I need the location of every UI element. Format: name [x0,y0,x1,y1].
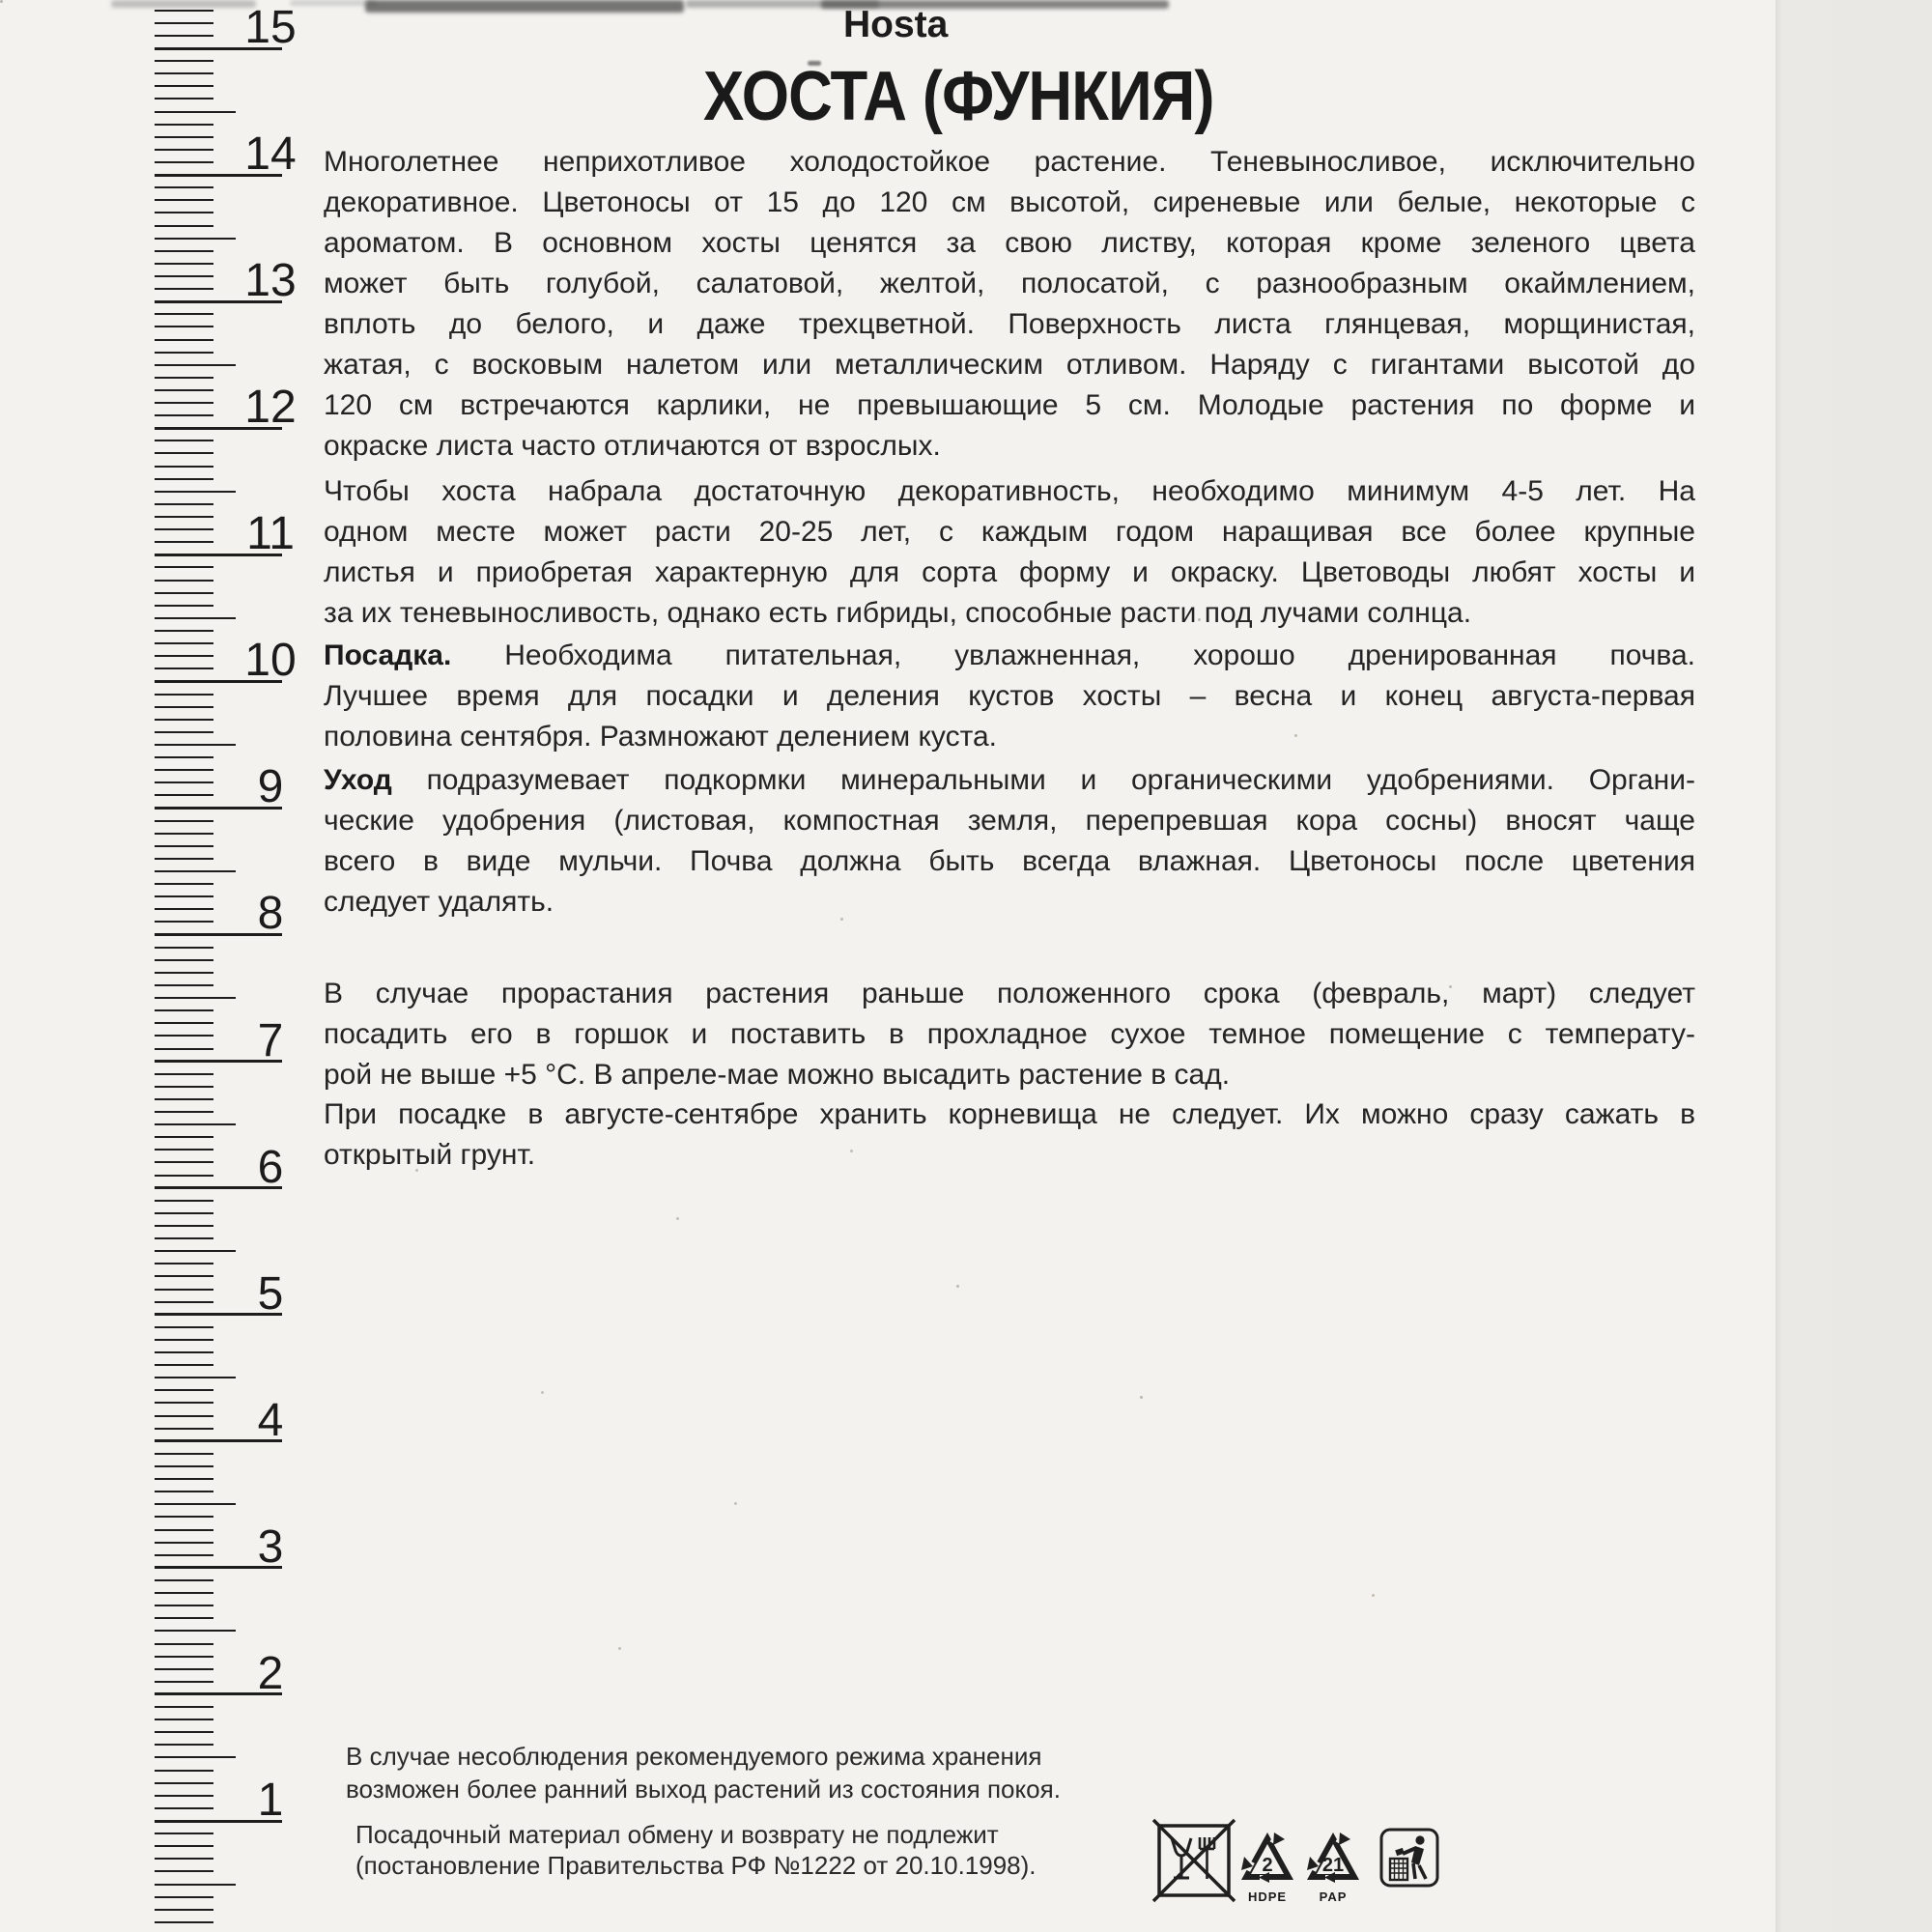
ruler-tick [155,642,213,644]
text-line: Посадка. Необходима питательная, увлажненная, хорошо дренированная почва. [324,639,1695,671]
ruler-tick [155,491,236,493]
ruler-tick [155,364,236,366]
ruler-tick [155,744,236,746]
resin-code: 21 [1321,1855,1345,1876]
ruler-tick [155,1845,213,1847]
material-label: PAP [1319,1889,1348,1904]
ruler-tick [155,1275,213,1277]
ruler-tick [155,1681,213,1683]
ruler-number: 8 [257,888,284,939]
ruler-tick [155,756,213,758]
ruler-tick [155,212,213,213]
ruler-tick [155,1364,213,1366]
ruler-tick [155,845,213,847]
ruler-tick [155,275,213,277]
ruler-tick [155,402,213,404]
ruler-tick [155,72,213,74]
ruler-tick [155,1098,213,1100]
text-line: всего в виде мульчи. Почва должна быть всегда влажная. Цветоносы после цветения [324,845,1695,877]
ruler-tick [155,1389,213,1391]
ruler-tick [155,452,213,454]
ruler-tick [155,377,213,379]
ruler-tick [155,1263,213,1264]
ruler-tick [155,528,213,530]
ruler-number: 2 [257,1648,284,1699]
ruler-tick [155,389,213,391]
ruler-number: 1 [257,1775,284,1826]
not-food-safe-icon [1151,1818,1236,1908]
ruler-tick [155,630,213,632]
ruler-tick [155,1225,213,1227]
ruler-tick [155,655,213,657]
ruler-tick [155,1870,213,1872]
ruler-tick [155,503,213,505]
ruler-tick [155,1111,213,1113]
ruler-number: 5 [257,1268,284,1320]
ruler-tick [155,466,213,468]
ruler-tick [155,1149,213,1151]
ruler-tick [155,858,213,860]
tidyman-icon [1379,1828,1439,1892]
ruler-tick [155,85,213,87]
ruler-tick [155,35,213,37]
ruler-tick [155,908,213,910]
ruler-number: 7 [257,1015,284,1066]
ruler-tick [155,592,213,594]
legal-note [355,1819,1037,1881]
scan-smudge [365,0,684,13]
ruler-tick [155,1579,213,1581]
ruler-tick [155,516,213,518]
ruler-tick [155,605,213,607]
scan-speckles [0,0,3,3]
ruler-tick [155,1706,213,1708]
ruler-tick [155,1529,213,1531]
ruler-tick [155,1795,213,1797]
ruler-tick [155,1478,213,1480]
ruler-tick [155,1744,213,1746]
resin-code: 2 [1262,1855,1273,1876]
scanner-edge-band [1776,0,1932,1932]
ruler-tick [155,959,213,961]
ruler-tick [155,580,213,582]
ruler-tick [155,706,213,708]
ruler-tick [155,972,213,974]
text-line: может быть голубой, салатовой, желтой, полосатой, с разнообразным окаймлением, [324,268,1695,299]
ruler-tick [155,1756,236,1758]
ruler-tick [155,1719,213,1720]
ruler-tick [155,781,213,783]
ruler-tick [155,288,213,290]
ruler-tick [155,617,236,619]
text-line: Лучшее время для посадки и деления кустов хосты – весна и конец августа-первая [324,680,1695,712]
ruler-tick [155,326,213,327]
ruler-tick [155,694,213,696]
scan-smudge [290,0,377,6]
ruler-tick [155,1048,213,1050]
ruler-number: 9 [257,761,284,812]
ruler-tick [155,1326,213,1328]
ruler-tick [155,883,213,885]
ruler-tick [155,1161,213,1163]
ruler-tick [155,1022,213,1024]
ruler-tick [155,1770,213,1772]
ruler-tick [155,478,213,480]
material-label: HDPE [1247,1889,1288,1904]
ruler-tick [155,10,213,12]
ruler-tick [155,769,213,771]
ruler-tick [155,1884,236,1886]
ruler-tick [155,199,213,201]
text-line: Чтобы хоста набрала достаточную декоративность, необходимо минимум 4-5 лет. На [324,475,1695,507]
latin-title: Hosta [843,4,949,45]
ruler-tick [155,1212,213,1214]
ruler-tick [155,1073,213,1075]
ruler-tick [155,1731,213,1733]
ruler-tick [155,1237,213,1239]
paragraph [324,760,1695,923]
ruler-tick [155,895,213,897]
ruler-tick [155,186,213,188]
ruler-tick [155,1453,213,1455]
ruler-tick [155,1339,213,1341]
ruler-tick [155,149,213,151]
ruler-tick [155,339,213,341]
ruler-tick [155,1896,213,1898]
text-line: (постановление Правительства РФ №1222 от 20.10.1998). [355,1851,1037,1880]
page-title: ХОСТА (ФУНКИЯ) [703,58,1214,135]
text-line: Многолетнее неприхотливое холодостойкое растение. Теневыносливое, исключительно [324,146,1695,178]
ruler-tick [155,1465,213,1467]
ruler-tick [155,1617,213,1619]
ruler-tick [155,1123,236,1125]
text-line: декоративное. Цветоносы от 15 до 120 см высотой, сиреневые или белые, некоторые с [324,186,1695,218]
ruler-tick [155,124,213,126]
ruler-tick [155,1402,213,1404]
ruler-tick [155,440,213,441]
ruler-tick [155,1035,213,1037]
ruler-tick [155,1630,236,1632]
ruler-tick [155,1807,213,1809]
ruler-tick [155,161,213,163]
text-line: за их теневыносливость, однако есть гибриды, способные расти под лучами солнца. [324,597,1472,629]
text-line: возможен более ранний выход растений из состояния покоя. [346,1775,1061,1804]
ruler-tick [155,22,213,24]
ruler-tick [155,250,213,252]
text-line: рой не выше +5 °С. В апреле-мае можно высадить растение в сад. [324,1059,1231,1091]
ruler-tick [155,98,213,99]
paragraph [324,142,1695,467]
ruler-tick [155,1542,213,1544]
ruler-tick [155,1782,213,1784]
ruler-number: 3 [257,1521,284,1573]
ruler-tick [155,1554,213,1556]
ruler-tick [155,1351,213,1353]
text-line: жатая, с восковым налетом или металлическим отливом. Наряду с гигантами высотой до [324,349,1695,381]
text-line: вплоть до белого, и даже трехцветной. Поверхность листа глянцевая, морщинистая, [324,308,1695,340]
ruler-number: 13 [244,255,297,306]
text-line: листья и приобретая характерную для сорта форму и окраску. Цветоводы любят хосты и [324,556,1695,588]
ruler-tick [155,947,213,949]
ruler-tick [155,541,213,543]
ruler-tick [155,820,213,822]
ruler-number: 14 [244,128,297,180]
paragraph [324,1094,1695,1176]
ruler-number: 11 [246,508,295,559]
paragraph [324,471,1695,634]
ruler-tick [155,1668,213,1670]
ruler-tick [155,1200,213,1202]
ruler-tick [155,1643,213,1645]
ruler-number: 12 [244,382,297,433]
text-line: половина сентября. Размножают делением куста. [324,721,997,753]
ruler-number: 6 [257,1142,284,1193]
paragraph [324,636,1695,757]
ruler-tick [155,414,213,416]
ruler-tick [155,1377,236,1378]
paragraph [324,974,1695,1095]
ruler-number: 15 [244,2,297,53]
ruler-tick [155,313,213,315]
text-line: ческие удобрения (листовая, компостная земля, перепревшая кора сосны) вносят чаще [324,805,1695,837]
text-line: посадить его в горшок и поставить в прохладное сухое темное помещение с температу- [324,1018,1695,1050]
ruler-tick [155,1301,213,1303]
ruler-tick [155,794,213,796]
ruler-tick [155,1175,213,1177]
ruler-tick [155,1858,213,1860]
recycling-pap-icon [1306,1832,1360,1904]
ruler-tick [155,1009,213,1011]
ruler-tick [155,225,213,227]
ruler-tick [155,1136,213,1138]
ruler-tick [155,352,213,354]
recycling-hdpe-icon [1240,1832,1294,1904]
text-line: следует удалять. [324,886,554,918]
ruler-tick [155,136,213,138]
ruler-tick [155,1415,213,1417]
ruler-tick [155,1428,213,1430]
text-line: В случае прорастания растения раньше положенного срока (февраль, март) следует [324,978,1695,1009]
ruler-tick [155,731,213,733]
text-line: Посадочный материал обмену и возврату не подлежит [355,1820,999,1849]
text-line: 120 см встречаются карлики, не превышающие 5 см. Молодые растения по форме и [324,389,1695,421]
ruler-tick [155,1516,213,1518]
ruler-number: 4 [257,1395,284,1446]
ruler-tick [155,566,213,568]
text-line: открытый грунт. [324,1139,536,1171]
ruler-tick [155,1086,213,1088]
ruler-tick [155,1921,213,1923]
ruler-tick [155,1656,213,1658]
ruler-tick [155,984,213,986]
ruler-tick [155,921,213,923]
text-line: ароматом. В основном хосты ценятся за свою листву, которая кроме зеленого цвета [324,227,1695,259]
ruler-tick [155,833,213,835]
ruler-tick [155,1289,213,1291]
ruler-tick [155,1503,236,1505]
ruler-tick [155,668,213,669]
storage-note [346,1740,1061,1805]
text-line: При посадке в августе-сентябре хранить корневища не следует. Их можно сразу сажать в [324,1098,1695,1130]
ruler-tick [155,997,236,999]
ruler-tick [155,238,236,240]
ruler-tick [155,111,236,113]
text-line: окраске листа часто отличаются от взрослых. [324,430,941,462]
text-line: В случае несоблюдения рекомендуемого режима хранения [346,1742,1042,1771]
ruler-tick [155,60,213,62]
text-line: одном месте может расти 20-25 лет, с каждым годом наращивая все более крупные [324,516,1695,548]
ruler-tick [155,1250,236,1252]
ruler-tick [155,1491,213,1492]
scan-smudge [111,0,256,8]
ruler-tick [155,1605,213,1606]
packaging-symbols [1151,1818,1451,1915]
ruler-tick [155,1833,213,1834]
ruler-tick [155,719,213,721]
ruler-tick [155,870,236,872]
ruler-tick [155,1909,213,1911]
text-line: Уход подразумевает подкормки минеральными и органическими удобрениями. Органи- [324,764,1695,796]
ruler-tick [155,1592,213,1594]
ruler-number: 10 [244,635,297,686]
ruler-tick [155,263,213,265]
